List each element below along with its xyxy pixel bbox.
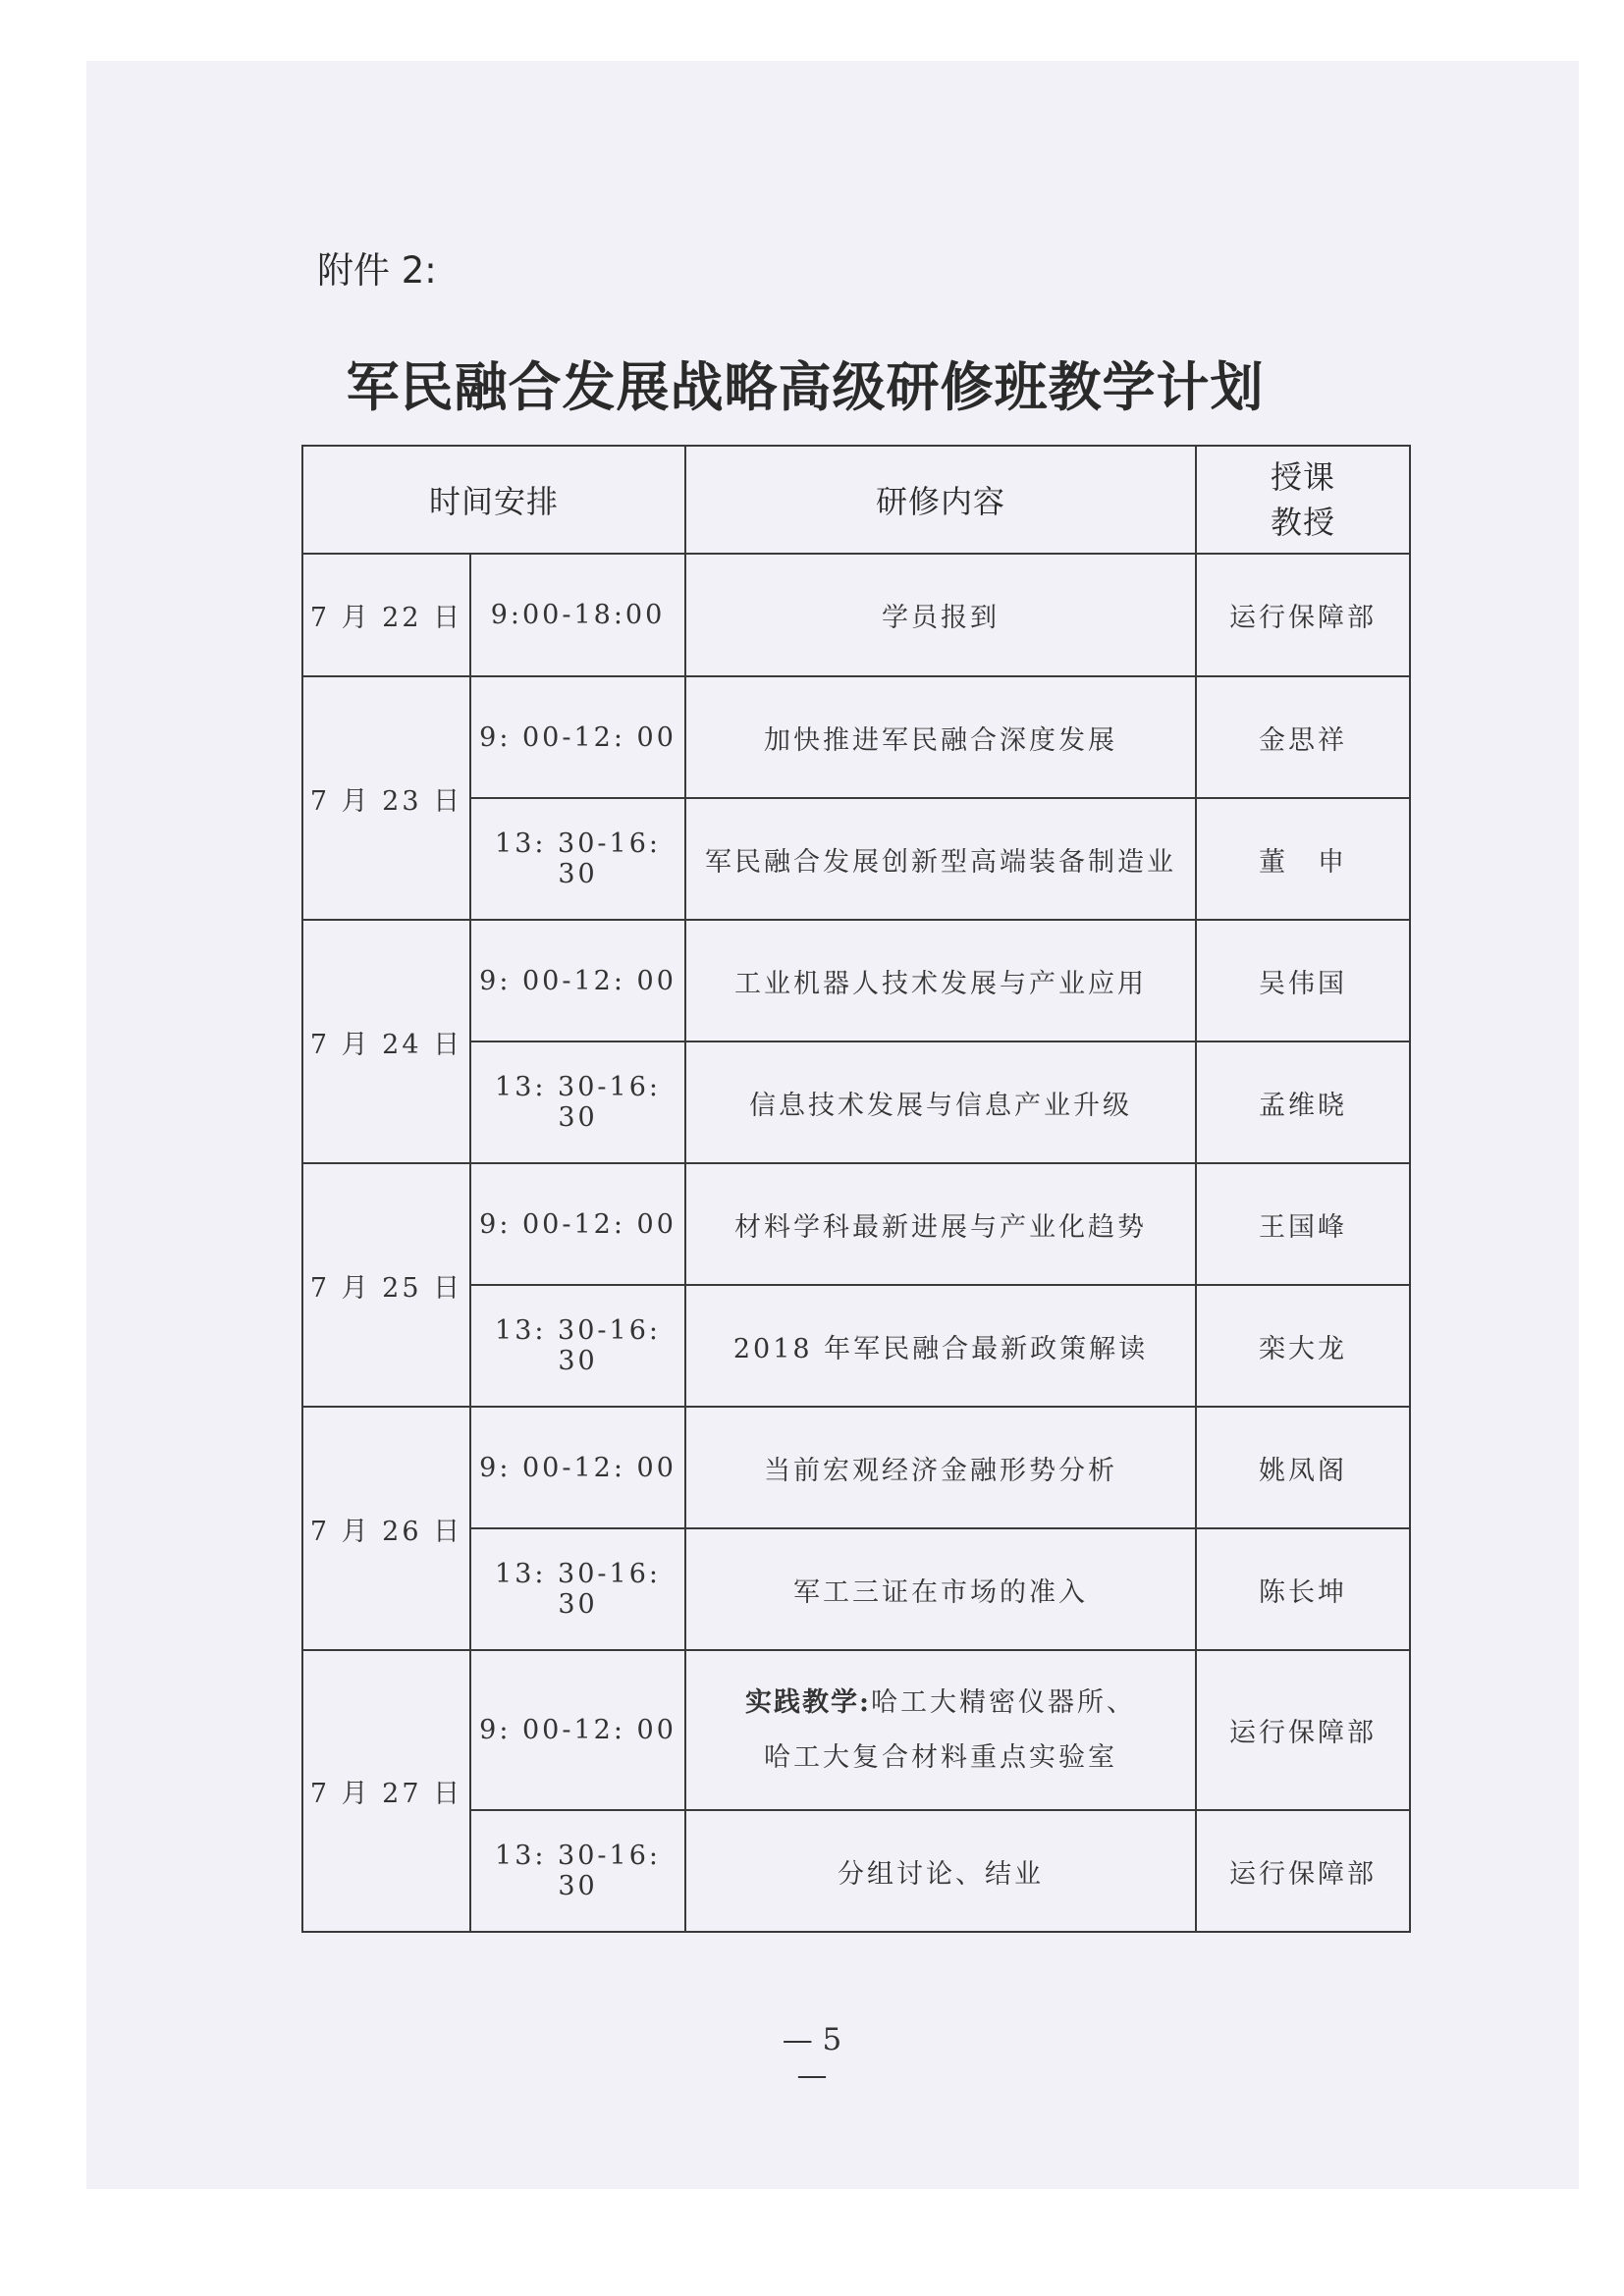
- table-row: [302, 676, 1410, 798]
- content-cell: 信息技术发展与信息产业升级: [685, 1041, 1196, 1163]
- content-cell: 材料学科最新进展与产业化趋势: [685, 1163, 1196, 1285]
- content-line-1: [690, 1676, 1191, 1731]
- date-cell: 7 月 24 日: [302, 920, 470, 1163]
- attachment-label: 附件 2:: [317, 249, 437, 292]
- content-cell: 分组讨论、结业: [685, 1810, 1196, 1932]
- content-line-2: 哈工大复合材料重点实验室: [764, 1741, 1118, 1773]
- content-cell: [685, 1650, 1196, 1810]
- time-cell: 13: 30-16: 30: [470, 1041, 685, 1163]
- table-row: [302, 1163, 1410, 1285]
- time-cell: 13: 30-16: 30: [470, 1810, 685, 1932]
- table-header-row: [302, 446, 1410, 554]
- content-cell: 学员报到: [685, 554, 1196, 676]
- header-time: 时间安排: [302, 446, 685, 554]
- header-instructor-line2: 教授: [1271, 504, 1336, 541]
- instructor-cell: 金思祥: [1196, 676, 1410, 798]
- date-cell: 7 月 25 日: [302, 1163, 470, 1407]
- table-row: [302, 554, 1410, 676]
- table-row: [302, 1650, 1410, 1810]
- date-cell: 7 月 23 日: [302, 676, 470, 920]
- date-cell: 7 月 22 日: [302, 554, 470, 676]
- instructor-cell: 姚凤阁: [1196, 1407, 1410, 1528]
- content-cell: 当前宏观经济金融形势分析: [685, 1407, 1196, 1528]
- header-instructor: [1196, 446, 1410, 554]
- time-cell: 9: 00-12: 00: [470, 676, 685, 798]
- practice-teaching-label: 实践教学:: [745, 1686, 871, 1718]
- time-cell: 13: 30-16: 30: [470, 1528, 685, 1650]
- content-text: 哈工大精密仪器所、: [871, 1686, 1136, 1718]
- instructor-cell: 孟维晓: [1196, 1041, 1410, 1163]
- header-content: 研修内容: [685, 446, 1196, 554]
- date-cell: 7 月 27 日: [302, 1650, 470, 1932]
- instructor-cell: 运行保障部: [1196, 1810, 1410, 1932]
- instructor-cell: 王国峰: [1196, 1163, 1410, 1285]
- content-cell: 2018 年军民融合最新政策解读: [685, 1285, 1196, 1407]
- instructor-cell: 吴伟国: [1196, 920, 1410, 1041]
- time-cell: 9:00-18:00: [470, 554, 685, 676]
- content-cell: 军工三证在市场的准入: [685, 1528, 1196, 1650]
- time-cell: 9: 00-12: 00: [470, 920, 685, 1041]
- content-cell: 工业机器人技术发展与产业应用: [685, 920, 1196, 1041]
- instructor-cell: 运行保障部: [1196, 554, 1410, 676]
- header-instructor-line1: 授课: [1271, 458, 1336, 496]
- document-title: 军民融合发展战略高级研修班教学计划: [346, 355, 1265, 418]
- instructor-cell: 陈长坤: [1196, 1528, 1410, 1650]
- content-cell: 加快推进军民融合深度发展: [685, 676, 1196, 798]
- table-row: [302, 920, 1410, 1041]
- teaching-schedule-table: [301, 445, 1411, 1933]
- instructor-cell: 运行保障部: [1196, 1650, 1410, 1810]
- instructor-cell: 栾大龙: [1196, 1285, 1410, 1407]
- time-cell: 13: 30-16: 30: [470, 798, 685, 920]
- instructor-cell: 董 申: [1196, 798, 1410, 920]
- time-cell: 9: 00-12: 00: [470, 1650, 685, 1810]
- date-cell: 7 月 26 日: [302, 1407, 470, 1650]
- time-cell: 9: 00-12: 00: [470, 1407, 685, 1528]
- table-row: [302, 1407, 1410, 1528]
- content-cell: 军民融合发展创新型高端装备制造业: [685, 798, 1196, 920]
- time-cell: 9: 00-12: 00: [470, 1163, 685, 1285]
- page-number: — 5 —: [782, 2022, 842, 2093]
- time-cell: 13: 30-16: 30: [470, 1285, 685, 1407]
